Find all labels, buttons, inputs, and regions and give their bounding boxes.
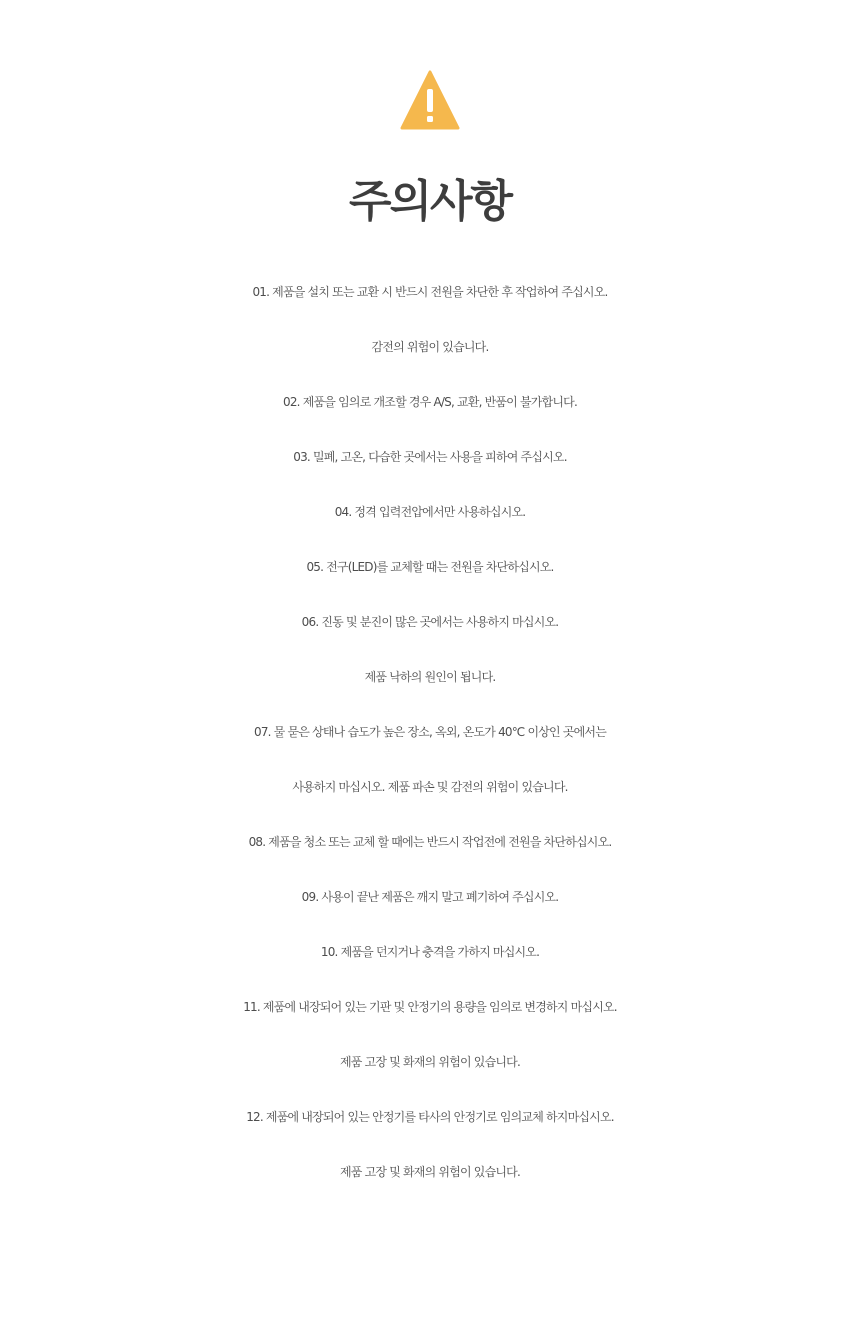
notice-line: 04. 정격 입력전압에서만 사용하십시오. [334,505,526,519]
notice-line: 10. 제품을 던지거나 충격을 가하지 마십시오. [320,945,540,959]
notice-line: 제품 고장 및 화재의 위험이 있습니다. [340,1055,520,1069]
page-title: 주의사항 [348,176,511,227]
notice-line: 01. 제품을 설치 또는 교환 시 반드시 전원을 차단한 후 작업하여 주십시오. [252,285,608,299]
warning-icon [400,70,460,130]
notice-line: 감전의 위험이 있습니다. [371,340,489,354]
notice-line: 05. 전구(LED)를 교체할 때는 전원을 차단하십시오. [306,560,554,574]
notice-line: 03. 밀폐, 고온, 다습한 곳에서는 사용을 피하여 주십시오. [293,450,567,464]
notice-line: 12. 제품에 내장되어 있는 안정기를 타사의 안정기로 임의교체 하지마십시오. [246,1110,614,1124]
notice-line: 사용하지 마십시오. 제품 파손 및 감전의 위험이 있습니다. [292,780,568,794]
notice-line: 08. 제품을 청소 또는 교체 할 때에는 반드시 작업전에 전원을 차단하십시오. [248,835,612,849]
notice-line: 02. 제품을 임의로 개조할 경우 A/S, 교환, 반품이 불가합니다. [283,395,577,409]
notice-line: 06. 진동 및 분진이 많은 곳에서는 사용하지 마십시오. [301,615,559,629]
notice-line: 11. 제품에 내장되어 있는 기판 및 안정기의 용량을 임의로 변경하지 마십시오. [243,1000,617,1014]
notice-line: 제품 고장 및 화재의 위험이 있습니다. [340,1165,520,1179]
notice-line: 제품 낙하의 원인이 됩니다. [364,670,496,684]
notice-line: 09. 사용이 끝난 제품은 깨지 말고 폐기하여 주십시오. [301,890,559,904]
notice-line: 07. 물 묻은 상태나 습도가 높은 장소, 옥외, 온도가 40℃ 이상인 곳에서는 [253,725,607,739]
notice-list [0,265,860,1200]
